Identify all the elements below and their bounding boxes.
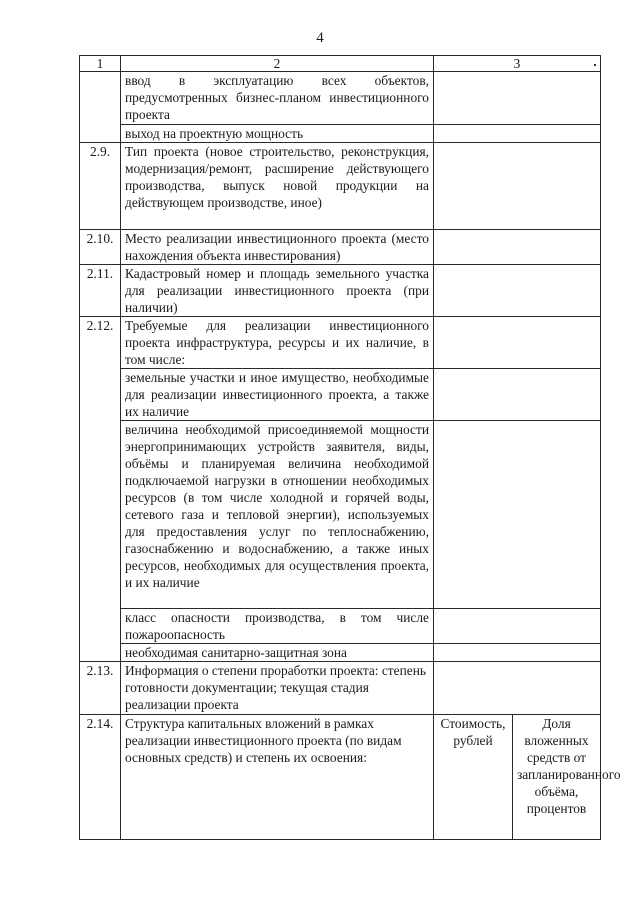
table-row	[80, 72, 601, 125]
table-row	[80, 369, 601, 421]
row-number: 2.10.	[80, 230, 121, 265]
form-table	[79, 55, 621, 840]
value-cell	[434, 644, 601, 662]
table-row	[80, 125, 601, 143]
row-number: 2.11.	[80, 265, 121, 317]
value-cell	[434, 265, 601, 317]
row-text: Структура капитальных вложений в рамках реализации инвестиционного проекта (по видам основных средств) и степень их освоения:	[121, 715, 434, 840]
table-row	[80, 715, 601, 840]
value-cell	[434, 143, 601, 230]
value-cell	[434, 317, 601, 369]
row-number: 2.13.	[80, 662, 121, 715]
table-row	[80, 143, 601, 230]
row-number	[80, 72, 121, 143]
row-number: 2.12.	[80, 317, 121, 662]
header-col-2: 2	[121, 56, 434, 72]
row-text: земельные участки и иное имущество, необходимые для реализации инвестиционного проекта, а также их наличие	[121, 369, 434, 421]
cost-header-cell: Стоимость, рублей	[434, 715, 513, 840]
row-text: Место реализации инвестиционного проекта (место нахождения объекта инвестирования)	[121, 230, 434, 265]
value-cell	[434, 369, 601, 421]
value-cell	[434, 125, 601, 143]
table-row	[80, 317, 601, 369]
value-cell	[434, 662, 601, 715]
table-row	[80, 230, 601, 265]
row-text: Требуемые для реализации инвестиционного проекта инфраструктура, ресурсы и их наличие, в том числе:	[121, 317, 434, 369]
row-text: необходимая санитарно-защитная зона	[121, 644, 434, 662]
row-text: ввод в эксплуатацию всех объектов, предусмотренных бизнес-планом инвестиционного проекта	[121, 72, 434, 125]
row-text: Кадастровый номер и площадь земельного участка для реализации инвестиционного проекта (при наличии)	[121, 265, 434, 317]
header-col-3: 3	[434, 56, 601, 72]
header-col-1: 1	[80, 56, 121, 72]
row-number: 2.14.	[80, 715, 121, 840]
value-cell	[434, 230, 601, 265]
row-number: 2.9.	[80, 143, 121, 230]
row-text: величина необходимой присоединяемой мощности энергопринимающих устройств заявителя, виды, объёмы и планируемая величина необходимой подключаемой нагрузки в отношении необходимых ресурсов (в том числе холодной и горячей воды, сетевого газа и тепловой энергии), используемых для предоставления услуг по теплоснабжению, газоснабжению и водоснабжению, а также иных ресурсов, необходимых для осуществления проекта, и их наличие	[121, 421, 434, 609]
table-row	[80, 421, 601, 609]
table-row	[80, 644, 601, 662]
row-text: Тип проекта (новое строительство, реконструкция, модернизация/ремонт, расширение действующего производства, выпуск новой продукции на действующем производстве, иное)	[121, 143, 434, 230]
row-text: выход на проектную мощность	[121, 125, 434, 143]
value-cell	[434, 421, 601, 609]
table-row	[80, 265, 601, 317]
share-header-cell: Доля вложенных средств от запланированного объёма, процентов	[513, 715, 601, 840]
page-number: 4	[316, 30, 324, 46]
table-row	[80, 609, 601, 644]
row-text: класс опасности производства, в том числе пожароопасность	[121, 609, 434, 644]
row-text: Информация о степени проработки проекта: степень готовности документации; текущая стадия реализации проекта	[121, 662, 434, 715]
value-cell	[434, 609, 601, 644]
value-cell	[434, 72, 601, 125]
header-row	[80, 56, 601, 72]
table-row	[80, 662, 601, 715]
